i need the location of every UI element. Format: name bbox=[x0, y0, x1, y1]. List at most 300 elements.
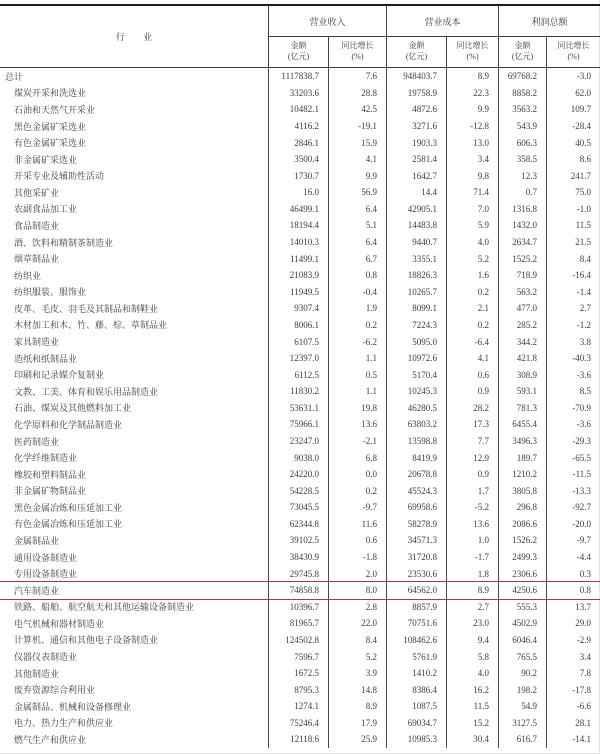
value-cell: 8.0 bbox=[328, 582, 386, 599]
value-cell: 24220.0 bbox=[268, 466, 328, 483]
industry-label: 煤炭开采和洗选业 bbox=[14, 88, 87, 99]
value-cell: 81965.7 bbox=[268, 615, 328, 632]
industry-label: 纺织业 bbox=[14, 270, 42, 281]
value-cell: 13.0 bbox=[446, 134, 498, 151]
value-cell: 29745.8 bbox=[268, 565, 328, 582]
value-cell: 1274.1 bbox=[268, 698, 328, 715]
value-cell: 54228.5 bbox=[268, 482, 328, 499]
value-cell: 21.5 bbox=[546, 234, 600, 251]
industry-label: 有色金属冶炼和压延加工业 bbox=[14, 519, 123, 530]
industry-label: 金属制品业 bbox=[14, 535, 60, 546]
value-cell: 2.1 bbox=[446, 300, 498, 317]
value-cell: 109.7 bbox=[546, 101, 600, 118]
table-row bbox=[0, 532, 600, 549]
value-cell: -20.0 bbox=[546, 516, 600, 533]
value-cell: -6.2 bbox=[328, 333, 386, 350]
value-cell: -3.6 bbox=[546, 366, 600, 383]
value-cell: 9.9 bbox=[328, 167, 386, 184]
value-cell: 16.2 bbox=[446, 681, 498, 698]
value-cell: 358.5 bbox=[498, 151, 546, 168]
value-cell: 9440.7 bbox=[386, 234, 446, 251]
value-cell: -3.6 bbox=[546, 416, 600, 433]
value-cell: 563.2 bbox=[498, 284, 546, 301]
industry-label: 汽车制造业 bbox=[14, 585, 60, 596]
value-cell: 7.7 bbox=[446, 433, 498, 450]
value-cell: 39102.5 bbox=[268, 532, 328, 549]
value-cell: 6112.5 bbox=[268, 366, 328, 383]
value-cell: -3.0 bbox=[546, 68, 600, 85]
value-cell: 1.1 bbox=[328, 350, 386, 367]
value-cell: 948403.7 bbox=[386, 68, 446, 85]
value-cell: 2581.4 bbox=[386, 151, 446, 168]
value-cell: 13598.8 bbox=[386, 433, 446, 450]
value-cell: 33203.6 bbox=[268, 85, 328, 102]
value-cell: 11.5 bbox=[446, 698, 498, 715]
value-cell: 25.9 bbox=[328, 731, 386, 748]
table-row bbox=[0, 499, 600, 516]
value-cell: 0.7 bbox=[498, 184, 546, 201]
value-cell: 1117838.7 bbox=[268, 68, 328, 85]
table-row bbox=[0, 350, 600, 367]
value-cell: -1.7 bbox=[446, 549, 498, 566]
value-cell: 64562.0 bbox=[386, 582, 446, 599]
value-cell: 0.2 bbox=[446, 317, 498, 334]
value-cell: 1.7 bbox=[446, 482, 498, 499]
value-cell: 5.9 bbox=[446, 217, 498, 234]
col-header-cost-amount: 金额 (亿元) bbox=[386, 37, 446, 67]
value-cell: 8099.1 bbox=[386, 300, 446, 317]
value-cell: 15.9 bbox=[328, 134, 386, 151]
value-cell: 0.2 bbox=[446, 284, 498, 301]
value-cell: 1.1 bbox=[328, 383, 386, 400]
industry-label: 燃气生产和供应业 bbox=[14, 734, 87, 745]
value-cell: -17.8 bbox=[546, 681, 600, 698]
value-cell: 0.9 bbox=[446, 383, 498, 400]
table-row bbox=[0, 217, 600, 234]
table-row bbox=[0, 366, 600, 383]
value-cell: 3.4 bbox=[546, 648, 600, 665]
value-cell: 0.9 bbox=[446, 466, 498, 483]
table-row bbox=[0, 615, 600, 632]
table-row bbox=[0, 134, 600, 151]
industry-label: 非金属矿采选业 bbox=[14, 154, 78, 165]
value-cell: -6.4 bbox=[446, 333, 498, 350]
value-cell: 8.4 bbox=[328, 632, 386, 649]
value-cell: 40.5 bbox=[546, 134, 600, 151]
value-cell: 9.9 bbox=[446, 101, 498, 118]
table-row bbox=[0, 433, 600, 450]
value-cell: 7596.7 bbox=[268, 648, 328, 665]
value-cell: 14.8 bbox=[328, 681, 386, 698]
value-cell: 20678.8 bbox=[386, 466, 446, 483]
value-cell: 1316.8 bbox=[498, 201, 546, 218]
value-cell: 3271.6 bbox=[386, 118, 446, 135]
industry-label: 家具制造业 bbox=[14, 337, 60, 348]
group-header-total-profit bbox=[498, 6, 600, 37]
value-cell: 75.0 bbox=[546, 184, 600, 201]
value-cell: 53631.1 bbox=[268, 400, 328, 417]
value-cell: 4872.6 bbox=[386, 101, 446, 118]
value-cell: 7224.3 bbox=[386, 317, 446, 334]
industry-label: 通用设备制造业 bbox=[14, 552, 78, 563]
value-cell: -92.7 bbox=[546, 499, 600, 516]
value-cell: 18194.4 bbox=[268, 217, 328, 234]
value-cell: 23.0 bbox=[446, 615, 498, 632]
value-cell: 19758.9 bbox=[386, 85, 446, 102]
value-cell: 1410.2 bbox=[386, 665, 446, 682]
table-row bbox=[0, 565, 600, 582]
col-header-profit-amount: 金额 (亿元) bbox=[498, 37, 546, 67]
col-header-revenue-amount: 金额 (亿元) bbox=[268, 37, 328, 67]
value-cell: 0.6 bbox=[446, 366, 498, 383]
value-cell: 1526.2 bbox=[498, 532, 546, 549]
table-row bbox=[0, 731, 600, 748]
value-cell: 2306.6 bbox=[498, 565, 546, 582]
value-cell: 13.6 bbox=[328, 416, 386, 433]
value-cell: 42905.1 bbox=[386, 201, 446, 218]
value-cell: -40.3 bbox=[546, 350, 600, 367]
value-cell: 3805.8 bbox=[498, 482, 546, 499]
table-row bbox=[0, 201, 600, 218]
table-row bbox=[0, 665, 600, 682]
value-cell: 4502.9 bbox=[498, 615, 546, 632]
value-cell: 593.1 bbox=[498, 383, 546, 400]
value-cell: 23247.0 bbox=[268, 433, 328, 450]
value-cell: -14.1 bbox=[546, 731, 600, 748]
value-cell: 3.8 bbox=[546, 333, 600, 350]
value-cell: 1903.3 bbox=[386, 134, 446, 151]
industry-label: 食品制造业 bbox=[14, 220, 60, 231]
value-cell: 69768.2 bbox=[498, 68, 546, 85]
table-row bbox=[0, 101, 600, 118]
value-cell: 12.3 bbox=[498, 167, 546, 184]
value-cell: 71.4 bbox=[446, 184, 498, 201]
value-cell: 28.2 bbox=[446, 400, 498, 417]
value-cell: -2.1 bbox=[328, 433, 386, 450]
value-cell: 2086.6 bbox=[498, 516, 546, 533]
value-cell: -5.2 bbox=[446, 499, 498, 516]
value-cell: 38430.9 bbox=[268, 549, 328, 566]
value-cell: -4.4 bbox=[546, 549, 600, 566]
value-cell: 8.4 bbox=[546, 250, 600, 267]
value-cell: 2499.3 bbox=[498, 549, 546, 566]
group-header-label: 营业成本 bbox=[424, 16, 461, 27]
table-row bbox=[0, 68, 600, 85]
table-row bbox=[0, 516, 600, 533]
value-cell: 765.5 bbox=[498, 648, 546, 665]
value-cell: 73045.5 bbox=[268, 499, 328, 516]
table-row bbox=[0, 118, 600, 135]
industry-label: 木材加工和木、竹、藤、棕、草制品业 bbox=[14, 320, 168, 331]
table-row bbox=[0, 681, 600, 698]
table-row bbox=[0, 648, 600, 665]
value-cell: 4.1 bbox=[328, 151, 386, 168]
value-cell: 10396.7 bbox=[268, 599, 328, 616]
value-cell: 30.4 bbox=[446, 731, 498, 748]
table-row bbox=[0, 599, 600, 616]
table-row bbox=[0, 416, 600, 433]
industry-label: 黑色金属冶炼和压延加工业 bbox=[14, 502, 123, 513]
value-cell: -70.9 bbox=[546, 400, 600, 417]
value-cell: 7.6 bbox=[328, 68, 386, 85]
table-row bbox=[0, 333, 600, 350]
value-cell: -9.7 bbox=[328, 499, 386, 516]
industry-label: 橡胶和塑料制品业 bbox=[14, 469, 87, 480]
value-cell: 45524.3 bbox=[386, 482, 446, 499]
industry-label: 造纸和纸制品业 bbox=[14, 353, 78, 364]
industry-label: 金属制品、机械和设备修理业 bbox=[14, 701, 132, 712]
value-cell: 0.3 bbox=[546, 565, 600, 582]
industry-label: 其他制造业 bbox=[14, 668, 60, 679]
value-cell: 3496.3 bbox=[498, 433, 546, 450]
value-cell: 198.2 bbox=[498, 681, 546, 698]
value-cell: 124502.8 bbox=[268, 632, 328, 649]
value-cell: 34571.3 bbox=[386, 532, 446, 549]
value-cell: -16.4 bbox=[546, 267, 600, 284]
table-row bbox=[0, 715, 600, 732]
value-cell: 0.5 bbox=[328, 366, 386, 383]
industry-label: 皮革、毛皮、羽毛及其制品和制鞋业 bbox=[14, 303, 159, 314]
value-cell: 2.0 bbox=[328, 565, 386, 582]
value-cell: 28.8 bbox=[328, 85, 386, 102]
table-row bbox=[0, 151, 600, 168]
table-row bbox=[0, 250, 600, 267]
group-header-label: 利润总额 bbox=[531, 16, 568, 27]
table-row bbox=[0, 383, 600, 400]
value-cell: 543.9 bbox=[498, 118, 546, 135]
value-cell: 0.2 bbox=[328, 317, 386, 334]
value-cell: 1210.2 bbox=[498, 466, 546, 483]
value-cell: 1.9 bbox=[328, 300, 386, 317]
value-cell: 11.6 bbox=[328, 516, 386, 533]
value-cell: 0.8 bbox=[546, 582, 600, 599]
value-cell: -9.7 bbox=[546, 532, 600, 549]
value-cell: 10482.1 bbox=[268, 101, 328, 118]
value-cell: 22.3 bbox=[446, 85, 498, 102]
value-cell: 6107.5 bbox=[268, 333, 328, 350]
value-cell: 8.5 bbox=[546, 383, 600, 400]
value-cell: 2.8 bbox=[328, 599, 386, 616]
value-cell: 189.7 bbox=[498, 449, 546, 466]
value-cell: 12.9 bbox=[446, 449, 498, 466]
industry-label: 农副食品加工业 bbox=[14, 204, 78, 215]
value-cell: 241.7 bbox=[546, 167, 600, 184]
industry-label: 烟草制品业 bbox=[14, 254, 60, 265]
table-row bbox=[0, 482, 600, 499]
industry-statistics-table bbox=[0, 4, 600, 748]
value-cell: -1.2 bbox=[546, 317, 600, 334]
table-row bbox=[0, 184, 600, 201]
industry-label: 电力、热力生产和供应业 bbox=[14, 718, 114, 729]
value-cell: 58278.9 bbox=[386, 516, 446, 533]
value-cell: 1432.0 bbox=[498, 217, 546, 234]
table-row bbox=[0, 300, 600, 317]
col-header-profit-growth: 同比增长 (%) bbox=[546, 37, 600, 67]
value-cell: 4250.6 bbox=[498, 582, 546, 599]
value-cell: 555.3 bbox=[498, 599, 546, 616]
value-cell: 4.0 bbox=[446, 234, 498, 251]
value-cell: 1.6 bbox=[446, 267, 498, 284]
value-cell: 285.2 bbox=[498, 317, 546, 334]
value-cell: 4.1 bbox=[446, 350, 498, 367]
value-cell: 7.8 bbox=[546, 665, 600, 682]
industry-label: 开采专业及辅助性活动 bbox=[14, 171, 105, 182]
value-cell: 14.4 bbox=[386, 184, 446, 201]
value-cell: 108462.6 bbox=[386, 632, 446, 649]
value-cell: 2.7 bbox=[446, 599, 498, 616]
value-cell: -19.1 bbox=[328, 118, 386, 135]
value-cell: 2.7 bbox=[546, 300, 600, 317]
industry-label: 非金属矿物制品业 bbox=[14, 486, 87, 497]
value-cell: 56.9 bbox=[328, 184, 386, 201]
table-row bbox=[0, 400, 600, 417]
value-cell: 17.3 bbox=[446, 416, 498, 433]
value-cell: 8795.3 bbox=[268, 681, 328, 698]
value-cell: 46499.1 bbox=[268, 201, 328, 218]
table-row bbox=[0, 85, 600, 102]
table-row bbox=[0, 698, 600, 715]
value-cell: 22.0 bbox=[328, 615, 386, 632]
group-header-operating-revenue bbox=[268, 6, 386, 37]
industry-column-header: 行 业 bbox=[115, 32, 161, 42]
value-cell: 62.0 bbox=[546, 85, 600, 102]
table-row bbox=[0, 267, 600, 284]
industry-label: 其他采矿业 bbox=[14, 187, 60, 198]
value-cell: 10985.3 bbox=[386, 731, 446, 748]
value-cell: 5170.4 bbox=[386, 366, 446, 383]
industry-label: 酒、饮料和精制茶制造业 bbox=[14, 237, 114, 248]
value-cell: 69034.7 bbox=[386, 715, 446, 732]
industry-label: 有色金属矿采选业 bbox=[14, 138, 87, 149]
value-cell: 75966.1 bbox=[268, 416, 328, 433]
value-cell: 12397.0 bbox=[268, 350, 328, 367]
industry-label: 化学纤维制造业 bbox=[14, 453, 78, 464]
value-cell: 2846.1 bbox=[268, 134, 328, 151]
value-cell: 1.8 bbox=[446, 565, 498, 582]
value-cell: -28.4 bbox=[546, 118, 600, 135]
industry-label: 石油、煤炭及其他燃料加工业 bbox=[14, 403, 132, 414]
value-cell: 21083.9 bbox=[268, 267, 328, 284]
value-cell: 1087.5 bbox=[386, 698, 446, 715]
table-row bbox=[0, 449, 600, 466]
value-cell: 42.5 bbox=[328, 101, 386, 118]
value-cell: -13.3 bbox=[546, 482, 600, 499]
value-cell: 29.0 bbox=[546, 615, 600, 632]
value-cell: 54.9 bbox=[498, 698, 546, 715]
highlighted-table-row bbox=[0, 582, 600, 599]
value-cell: 16.0 bbox=[268, 184, 328, 201]
table-body bbox=[0, 68, 600, 748]
value-cell: 46280.5 bbox=[386, 400, 446, 417]
value-cell: -12.8 bbox=[446, 118, 498, 135]
value-cell: 1525.2 bbox=[498, 250, 546, 267]
value-cell: 3563.2 bbox=[498, 101, 546, 118]
value-cell: 63803.2 bbox=[386, 416, 446, 433]
value-cell: 8858.2 bbox=[498, 85, 546, 102]
value-cell: 5.8 bbox=[446, 648, 498, 665]
value-cell: -2.9 bbox=[546, 632, 600, 649]
value-cell: 1672.5 bbox=[268, 665, 328, 682]
value-cell: 11949.5 bbox=[268, 284, 328, 301]
value-cell: 10245.3 bbox=[386, 383, 446, 400]
value-cell: 3.4 bbox=[446, 151, 498, 168]
value-cell: 5.2 bbox=[328, 648, 386, 665]
industry-label: 铁路、船舶、航空航天和其他运输设备制造业 bbox=[14, 602, 195, 613]
value-cell: 2634.7 bbox=[498, 234, 546, 251]
table-row bbox=[0, 632, 600, 649]
value-cell: 62344.8 bbox=[268, 516, 328, 533]
value-cell: 5.1 bbox=[328, 217, 386, 234]
industry-label: 医药制造业 bbox=[14, 436, 60, 447]
value-cell: 8.9 bbox=[446, 68, 498, 85]
value-cell: 14010.3 bbox=[268, 234, 328, 251]
value-cell: 23530.6 bbox=[386, 565, 446, 582]
value-cell: -29.3 bbox=[546, 433, 600, 450]
value-cell: 477.0 bbox=[498, 300, 546, 317]
value-cell: 5.2 bbox=[446, 250, 498, 267]
value-cell: 5761.9 bbox=[386, 648, 446, 665]
col-header-revenue-growth: 同比增长 (%) bbox=[328, 37, 386, 67]
value-cell: 10972.6 bbox=[386, 350, 446, 367]
industry-label: 计算机、通信和其他电子设备制造业 bbox=[14, 635, 159, 646]
value-cell: 11.5 bbox=[546, 217, 600, 234]
col-header-cost-growth: 同比增长 (%) bbox=[446, 37, 498, 67]
industry-label: 文教、工美、体育和娱乐用品制造业 bbox=[14, 386, 159, 397]
value-cell: 1.0 bbox=[446, 532, 498, 549]
industry-label: 纺织服装、服饰业 bbox=[14, 287, 87, 298]
value-cell: 606.3 bbox=[498, 134, 546, 151]
value-cell: 9038.0 bbox=[268, 449, 328, 466]
industry-label: 电气机械和器材制造业 bbox=[14, 618, 105, 629]
value-cell: 421.8 bbox=[498, 350, 546, 367]
value-cell: 31720.8 bbox=[386, 549, 446, 566]
value-cell: -6.6 bbox=[546, 698, 600, 715]
value-cell: 1642.7 bbox=[386, 167, 446, 184]
industry-label: 专用设备制造业 bbox=[14, 569, 78, 580]
value-cell: 344.2 bbox=[498, 333, 546, 350]
value-cell: 8386.4 bbox=[386, 681, 446, 698]
value-cell: 0.8 bbox=[328, 267, 386, 284]
value-cell: -1.8 bbox=[328, 549, 386, 566]
industry-label: 化学原料和化学制品制造业 bbox=[14, 419, 123, 430]
value-cell: 0.2 bbox=[328, 482, 386, 499]
value-cell: 10265.7 bbox=[386, 284, 446, 301]
table-row bbox=[0, 284, 600, 301]
value-cell: 90.2 bbox=[498, 665, 546, 682]
value-cell: 7.0 bbox=[446, 201, 498, 218]
value-cell: 75246.4 bbox=[268, 715, 328, 732]
industry-label: 石油和天然气开采业 bbox=[14, 104, 96, 115]
value-cell: 8.9 bbox=[328, 698, 386, 715]
value-cell: 308.9 bbox=[498, 366, 546, 383]
value-cell: 9307.4 bbox=[268, 300, 328, 317]
table-row bbox=[0, 234, 600, 251]
value-cell: 616.7 bbox=[498, 731, 546, 748]
table-row bbox=[0, 549, 600, 566]
value-cell: 28.1 bbox=[546, 715, 600, 732]
value-cell: 8419.9 bbox=[386, 449, 446, 466]
value-cell: 19.8 bbox=[328, 400, 386, 417]
value-cell: 3500.4 bbox=[268, 151, 328, 168]
value-cell: 296.8 bbox=[498, 499, 546, 516]
value-cell: 12118.6 bbox=[268, 731, 328, 748]
value-cell: -1.4 bbox=[546, 284, 600, 301]
value-cell: 13.6 bbox=[446, 516, 498, 533]
group-header-operating-cost bbox=[386, 6, 498, 37]
value-cell: 8857.9 bbox=[386, 599, 446, 616]
value-cell: 74858.8 bbox=[268, 582, 328, 599]
value-cell: 8.6 bbox=[546, 151, 600, 168]
